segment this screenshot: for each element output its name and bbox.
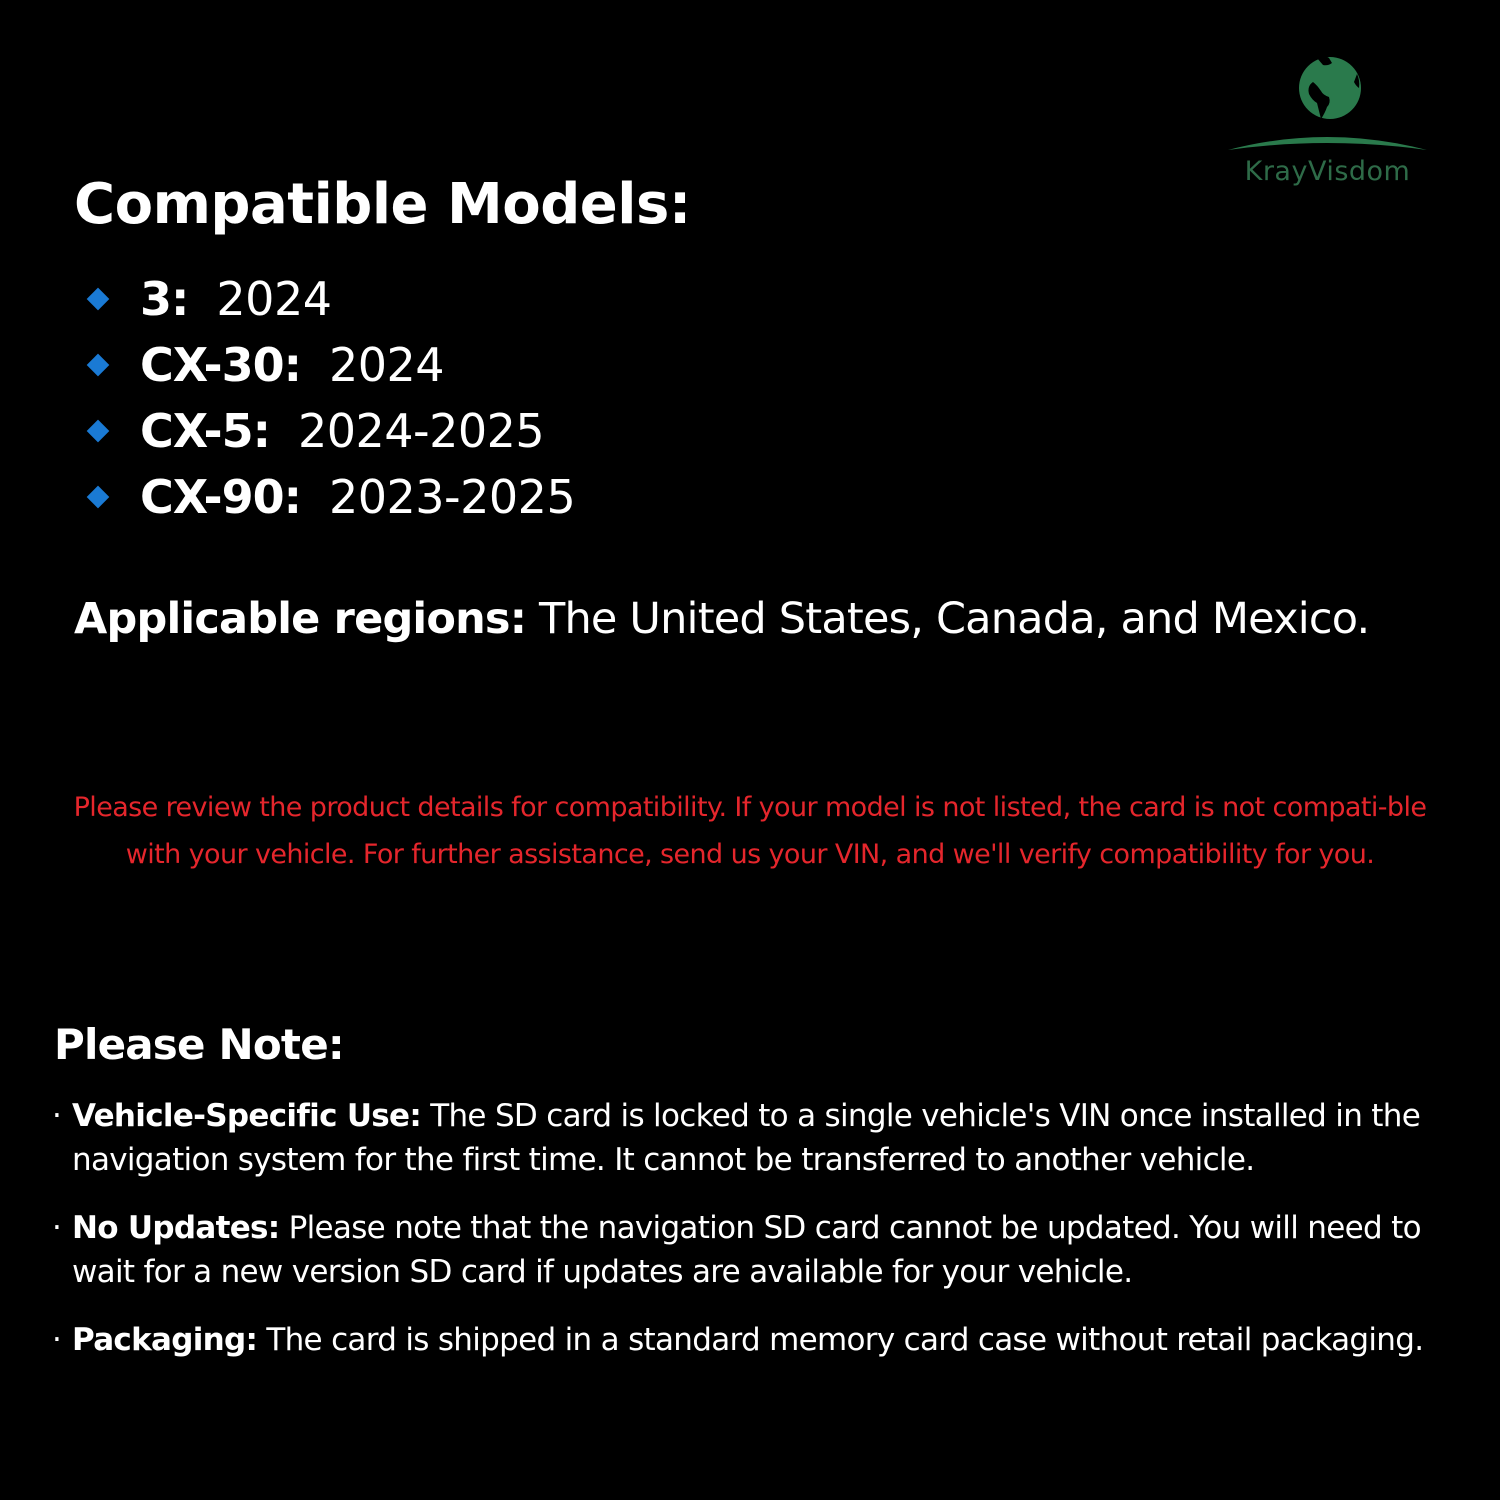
diamond-bullet-icon <box>87 420 110 443</box>
notes-list <box>52 1094 1472 1386</box>
regions-value: The United States, Canada, and Mexico. <box>526 594 1370 644</box>
model-item <box>84 332 575 398</box>
note-text: Please note that the navigation SD card cannot be updated. You will need to wait for a new version SD card if updates are available for your vehicle. <box>72 1210 1421 1290</box>
model-name: CX-5: <box>140 404 270 458</box>
note-text: The card is shipped in a standard memory card case without retail packaging. <box>257 1322 1424 1358</box>
model-years: 2024 <box>216 272 332 326</box>
compatible-models-list <box>84 266 575 530</box>
model-item <box>84 398 575 464</box>
diamond-bullet-icon <box>87 354 110 377</box>
applicable-regions <box>74 594 1369 644</box>
dot-bullet-icon: · <box>52 1210 62 1246</box>
note-item <box>52 1094 1472 1182</box>
note-title: No Updates: <box>72 1210 280 1246</box>
regions-label: Applicable regions: <box>74 594 527 644</box>
brand-name: KrayVisdom <box>1244 156 1411 187</box>
compatible-models-heading: Compatible Models: <box>74 172 691 237</box>
note-title: Vehicle-Specific Use: <box>72 1098 422 1134</box>
dot-bullet-icon: · <box>52 1098 62 1134</box>
diamond-bullet-icon <box>87 486 110 509</box>
model-name: CX-90: <box>140 470 301 524</box>
model-years: 2024-2025 <box>297 404 545 458</box>
note-text: The SD card is locked to a single vehicle's VIN once installed in the navigation system for the first time. It cannot be transferred to another vehicle. <box>72 1098 1421 1178</box>
diamond-bullet-icon <box>87 288 110 311</box>
dot-bullet-icon: · <box>52 1322 62 1358</box>
note-title: Packaging: <box>72 1322 258 1358</box>
model-item <box>84 266 575 332</box>
model-years: 2024 <box>328 338 445 392</box>
brand-logo <box>1225 52 1430 197</box>
model-years: 2023-2025 <box>328 470 576 524</box>
model-name: CX-30: <box>140 338 301 392</box>
globe-icon <box>1225 52 1430 152</box>
compatibility-warning: Please review the product details for compatibility. If your model is not listed, the card is not compati-ble with your vehicle. For further assistance, send us your VIN, and we'll verify compatibility for you. <box>73 792 1427 870</box>
note-item <box>52 1318 1472 1362</box>
model-item <box>84 464 575 530</box>
note-item <box>52 1206 1472 1294</box>
model-name: 3: <box>140 272 189 326</box>
please-note-heading: Please Note: <box>54 1020 344 1069</box>
